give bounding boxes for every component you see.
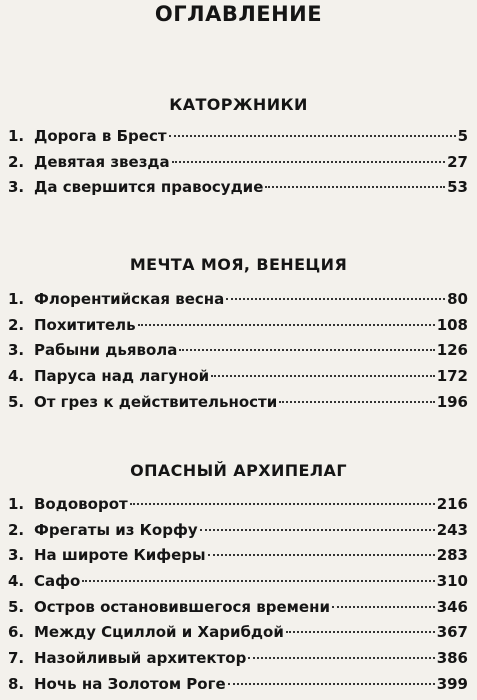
entry-number: 2. (8, 520, 25, 539)
entry-number: 5. (8, 392, 25, 411)
page-title: ОГЛАВЛЕНИЕ (154, 2, 323, 26)
dot-leader (211, 375, 435, 377)
entry-number: 3. (8, 546, 25, 565)
entry-number: 7. (8, 649, 25, 668)
dot-leader (286, 631, 435, 633)
toc-entry[interactable] (8, 313, 468, 339)
dot-leader (200, 529, 435, 531)
entry-number: 2. (8, 152, 25, 171)
entry-title: От грез к действительности (34, 392, 278, 411)
entry-title: Ночь на Золотом Роге (34, 674, 226, 693)
entry-page: 108 (436, 315, 468, 334)
entry-title: Дорога в Брест (34, 127, 167, 145)
entry-title: На широте Киферы (34, 546, 206, 565)
dot-leader (248, 657, 434, 659)
entry-number: 1. (8, 127, 25, 145)
entry-page: 172 (436, 367, 468, 386)
entry-number: 4. (8, 367, 25, 386)
entry-page: 399 (436, 674, 468, 693)
toc-entry[interactable] (8, 150, 468, 176)
entry-title: Флорентийская весна (34, 290, 225, 308)
entry-page: 310 (436, 572, 468, 591)
entry-title: Водоворот (34, 495, 128, 513)
toc-entry[interactable] (8, 672, 468, 698)
dot-leader (228, 683, 435, 685)
entry-page: 386 (436, 649, 468, 668)
toc-entry[interactable] (8, 364, 468, 390)
dot-leader (179, 349, 434, 351)
entry-number: 3. (8, 178, 25, 197)
entry-number: 4. (8, 572, 25, 591)
dot-leader (130, 503, 435, 505)
dot-leader (208, 554, 435, 556)
entry-page: 80 (447, 290, 468, 308)
dot-leader (172, 161, 445, 163)
dot-leader (265, 186, 445, 188)
entry-page: 53 (447, 178, 468, 197)
section-title-katorzhniki: КАТОРЖНИКИ (169, 95, 308, 114)
entry-page: 5 (457, 127, 468, 145)
entry-title: Да свершится правосудие (34, 178, 264, 197)
entry-page: 367 (436, 623, 468, 642)
entry-number: 8. (8, 674, 25, 693)
entry-title: Девятая звезда (34, 152, 170, 171)
entry-title: Фрегаты из Корфу (34, 520, 198, 539)
entry-page: 126 (436, 341, 468, 360)
section-title-venetsiya: МЕЧТА МОЯ, ВЕНЕЦИЯ (129, 255, 348, 274)
dot-leader (169, 135, 456, 137)
toc-entry[interactable] (8, 620, 468, 646)
toc-entry[interactable] (8, 287, 468, 313)
entry-number: 1. (8, 290, 25, 308)
toc-entry[interactable] (8, 175, 468, 201)
section-entries-venetsiya (8, 287, 468, 415)
entry-number: 2. (8, 315, 25, 334)
dot-leader (138, 324, 435, 326)
dot-leader (82, 580, 434, 582)
section-entries-arkhipelag (8, 492, 468, 698)
dot-leader (332, 606, 435, 608)
toc-entry[interactable] (8, 124, 468, 150)
toc-entry[interactable] (8, 390, 468, 416)
entry-page: 27 (447, 152, 468, 171)
entry-number: 5. (8, 597, 25, 616)
toc-entry[interactable] (8, 569, 468, 595)
entry-page: 346 (436, 597, 468, 616)
entry-page: 243 (436, 520, 468, 539)
section-title-arkhipelag: ОПАСНЫЙ АРХИПЕЛАГ (130, 461, 347, 480)
entry-page: 216 (436, 495, 468, 513)
entry-title: Остров остановившегося времени (34, 597, 330, 616)
entry-title: Назойливый архитектор (34, 649, 247, 668)
toc-entry[interactable] (8, 543, 468, 569)
dot-leader (226, 298, 445, 300)
toc-entry[interactable] (8, 646, 468, 672)
entry-title: Рабыни дьявола (34, 341, 178, 360)
entry-number: 3. (8, 341, 25, 360)
entry-number: 1. (8, 495, 25, 513)
toc-entry[interactable] (8, 518, 468, 544)
entry-title: Похититель (34, 315, 136, 334)
entry-title: Сафо (34, 572, 81, 591)
entry-page: 283 (436, 546, 468, 565)
dot-leader (279, 401, 434, 403)
entry-page: 196 (436, 392, 468, 411)
entry-number: 6. (8, 623, 25, 642)
entry-title: Между Сциллой и Харибдой (34, 623, 284, 642)
toc-entry[interactable] (8, 338, 468, 364)
entry-title: Паруса над лагуной (34, 367, 210, 386)
toc-entry[interactable] (8, 595, 468, 621)
toc-entry[interactable] (8, 492, 468, 518)
section-entries-katorzhniki (8, 124, 468, 201)
